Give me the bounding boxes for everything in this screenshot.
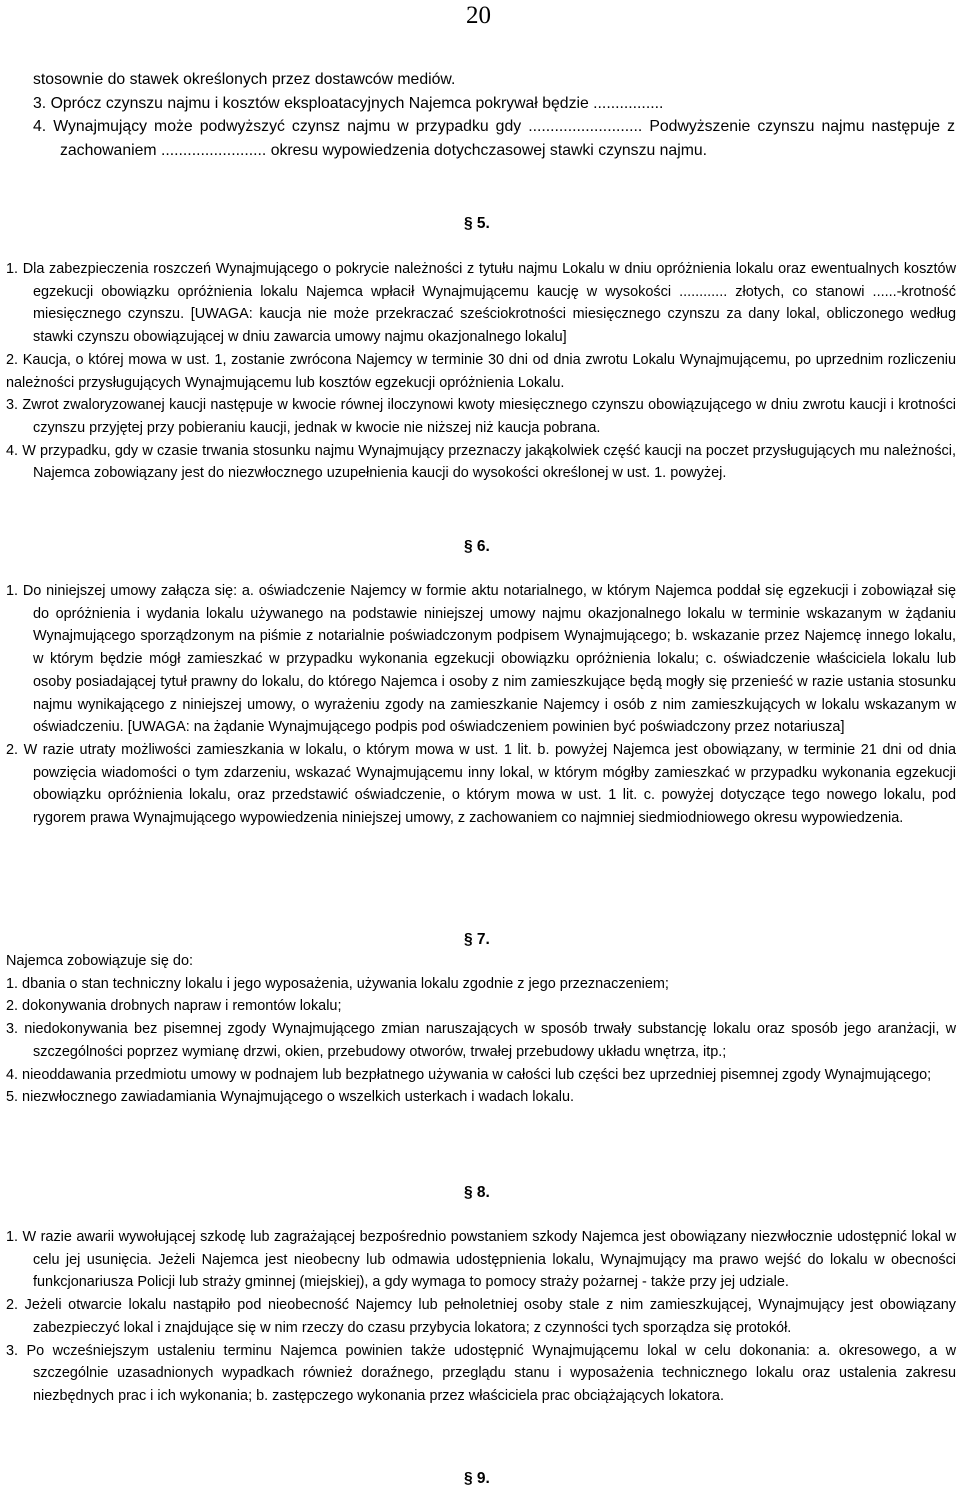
section-5-item-4: 4. W przypadku, gdy w czasie trwania stosunku najmu Wynajmujący przeznaczy jakąkolwiek część kaucji na poczet przysługujących mu należności, Najemca zobowiązany jest do niezwłocznego uzupełnienia kaucji do wysokości określonej w ust. 1. powyżej. xyxy=(6,442,956,482)
section-7-item-4: 4. nieoddawania przedmiotu umowy w podnajem lub bezpłatnego używania w całości lub części bez uprzedniej pisemnej zgody Wynajmującego; xyxy=(6,1066,932,1083)
section-heading-7: § 7. xyxy=(464,931,490,948)
intro-item-4: 4. Wynajmujący może podwyższyć czynsz najmu w przypadku gdy .......................... Podwyższenie czynszu najmu następuje z zachowaniem ........................ okresu wypowiedzenia dotychczasowej stawki czynszu najmu. xyxy=(33,118,955,159)
section-5-item-3: 3. Zwrot zwaloryzowanej kaucji następuje w kwocie równej iloczynowi kwoty miesięcznego czynszu obowiązującego w dniu zwrotu kaucji i krotności czynszu przyjętej przy pobieraniu kaucji, jednak w kwocie nie niższej niż kaucja pobrana. xyxy=(6,397,956,436)
section-heading-8: § 8. xyxy=(464,1184,490,1201)
section-8-item-3: 3. Po wcześniejszym ustaleniu terminu Najemca powinien także udostępnić Wynajmującemu lokal w celu dokonania: a. okresowego, a w szczególnie uzasadnionych wypadkach również doraźnego, przeglądu stanu i wyposażenia technicznego lokalu oraz ustalenia zakresu niezbędnych prac i ich wykonania; b. zastępczego wykonania przez właściciela prac obciążających lokatora. xyxy=(6,1342,956,1404)
section-6-body xyxy=(6,580,956,830)
section-7-item-5: 5. niezwłocznego zawiadamiania Wynajmującego o wszelkich usterkach i wadach lokalu. xyxy=(6,1089,575,1106)
section-5-item-1: 1. Dla zabezpieczenia roszczeń Wynajmującego o pokrycie należności z tytułu najmu Lokalu w dniu opróżnienia lokalu oraz ewentualnych kosztów egzekucji obowiązku opróżnienia lokalu Najemca wpłacił Wynajmującemu kaucję w wysokości ............ złotych, co stanowi ......-krotność miesięcznego czynszu. [UWAGA: kaucja nie może przekraczać sześciokrotności miesięcznego czynszu za dany lokal, obliczonego według stawki czynszu obowiązującej w dniu zawarcia umowy najmu okazjonalnego lokalu] xyxy=(6,261,956,346)
section-6-item-1: 1. Do niniejszej umowy załącza się: a. oświadczenie Najemcy w formie aktu notarialnego, w którym Najemca poddał się egzekucji i zobowiązał się do opróżnienia i wydania lokalu używanego na podstawie niniejszej umowy najmu okazjonalnego lokalu w terminie wskazanym w żądaniu Wynajmującego sporządzonym na piśmie z notarialnie poświadczonym podpisem Wynajmującego; b. wskazanie przez Najemcę innego lokalu, w którym będzie mógł zamieszkać w przypadku wykonania egzekucji obowiązku opróżnienia lokalu; c. oświadczenie właściciela lokalu lub osoby posiadającej tytuł prawny do lokalu, do którego Najemca i osoby z nim zamieszkujące będą mogły się przenieść w razie ustania stosunku najmu wynikającego z niniejszej umowy, o wyrażeniu zgody na zamieszkanie Najemcy i osób z nim zamieszkujących w lokalu wskazanym w oświadczeniu. [UWAGA: na żądanie Wynajmującego podpis pod oświadczeniem powinien być poświadczony przez notariusza] xyxy=(6,583,956,736)
section-heading-5: § 5. xyxy=(464,215,490,232)
section-5-item-2: 2. Kaucja, o której mowa w ust. 1, zostanie zwrócona Najemcy w terminie 30 dni od dnia zwrotu Lokalu Wynajmującemu, po uprzednim rozliczeniu należności przysługujących Wynajmującemu lub kosztów egzekucji opróżnienia Lokalu. xyxy=(6,351,956,391)
section-8-item-2: 2. Jeżeli otwarcie lokalu nastąpiło pod nieobecność Najemcy lub pełnoletniej osoby stale z nim zamieszkującej, Wynajmujący jest obowiązany zabezpieczyć lokal i znajdujące się w nim rzeczy do czasu przybycia lokatora; z czynności tych sporządza się protokół. xyxy=(6,1297,956,1336)
section-7-item-2: 2. dokonywania drobnych napraw i remontów lokalu; xyxy=(6,998,342,1015)
section-6-item-2: 2. W razie utraty możliwości zamieszkania w lokalu, o którym mowa w ust. 1 lit. b. powyżej Najemca jest obowiązany, w terminie 21 dni od dnia powzięcia wiadomości o tym zdarzeniu, wskazać Wynajmującemu inny lokal, w którym mógłby zamieszkać w przypadku wykonania egzekucji obowiązku opróżnienia lokalu, oraz przedstawić oświadczenie, o którym mowa w ust. 1 lit. c. powyżej dotyczące tego nowego lokalu, pod rygorem prawa Wynajmującego wypowiedzenia niniejszej umowy, z zachowaniem co najmniej siedmiodniowego okresu wypowiedzenia. xyxy=(6,741,956,827)
section-7-item-3: 3. niedokonywania bez pisemnej zgody Wynajmującego zmian naruszających w sposób trwały substancję lokalu oraz sposób jego aranżacji, w szczególności poprzez wymianę drzwi, okien, przebudowy otworów, trwałej przebudowy układu wnętrza, itp.; xyxy=(6,1021,956,1060)
section-8-item-1: 1. W razie awarii wywołującej szkodę lub zagrażającej bezpośrednio powstaniem szkody Najemca jest obowiązany niezwłocznie udostępnić lokal w celu jej usunięcia. Jeżeli Najemca jest nieobecny lub odmawia udostępnienia lokalu, Wynajmujący ma prawo wejść do lokalu w obecności funkcjonariusza Policji lub straży gminnej (miejskiej), a gdy wymaga to pomocy straży pożarnej - także przy jej udziale. xyxy=(6,1229,956,1291)
section-7-body xyxy=(6,950,956,1109)
section-heading-6: § 6. xyxy=(464,538,490,555)
section-7-item-1: 1. dbania o stan techniczny lokalu i jego wyposażenia, używania lokalu zgodnie z jego przeznaczeniem; xyxy=(6,975,669,992)
section-5-body xyxy=(6,258,956,485)
intro-block xyxy=(33,68,955,162)
intro-item-3: 3. Oprócz czynszu najmu i kosztów eksploatacyjnych Najemca pokrywał będzie ................ xyxy=(33,94,664,112)
section-heading-9: § 9. xyxy=(464,1470,490,1487)
section-7-lead: Najemca zobowiązuje się do: xyxy=(6,953,193,969)
intro-line: stosownie do stawek określonych przez dostawców mediów. xyxy=(33,71,456,88)
section-8-body xyxy=(6,1226,956,1408)
page-number: 20 xyxy=(466,2,491,29)
